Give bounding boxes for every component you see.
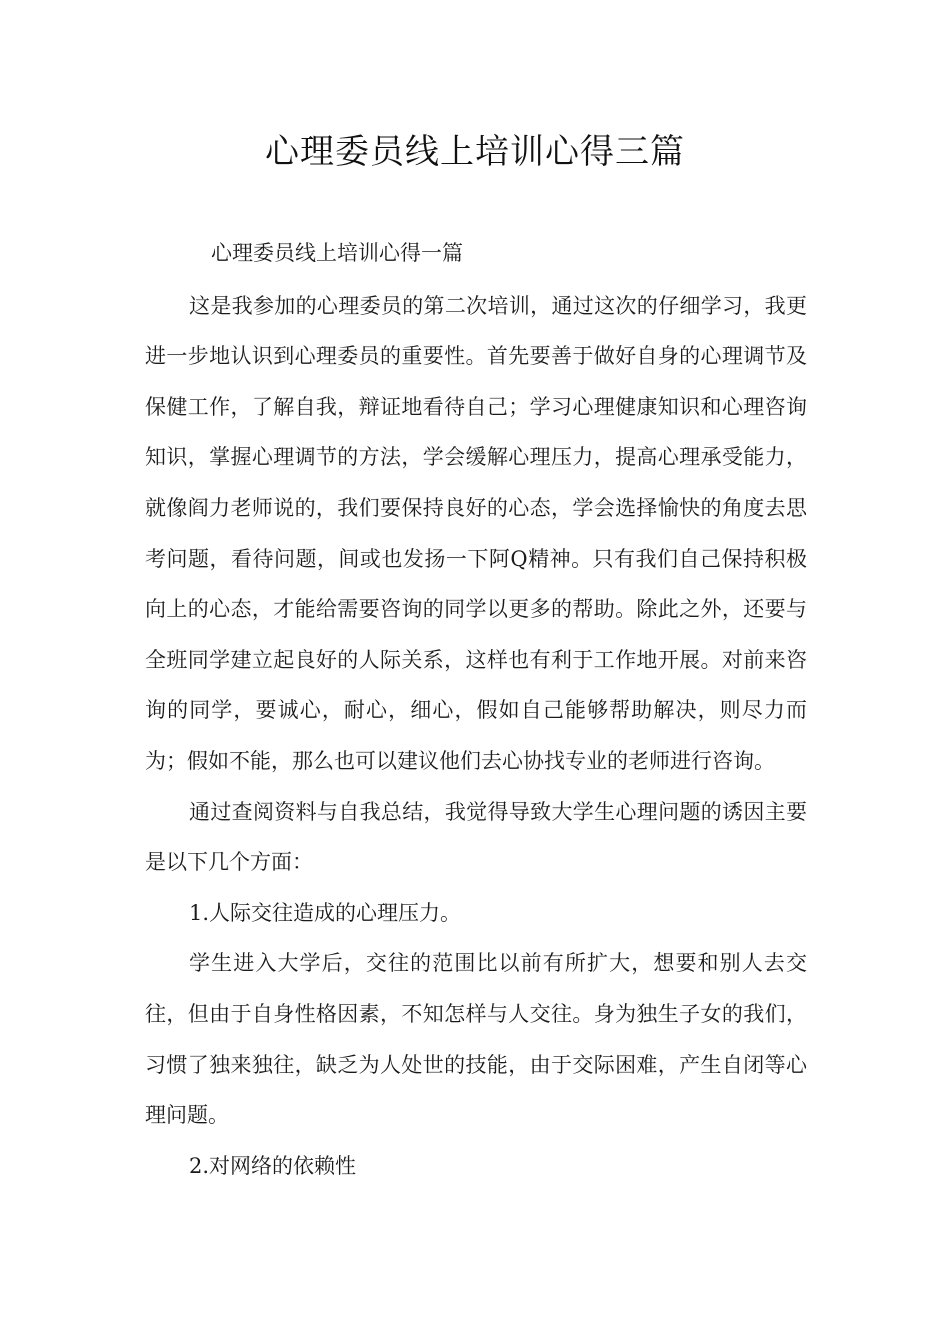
section-heading: 心理委员线上培训心得一篇 <box>211 241 463 265</box>
paragraph-causes-intro: 通过查阅资料与自我总结，我觉得导致大学生心理问题的诱因主要是以下几个方面： <box>145 799 807 875</box>
list-item-1: 1.人际交往造成的心理压力。 <box>189 900 462 925</box>
paragraph-intro: 这是我参加的心理委员的第二次培训，通过这次的仔细学习，我更进一步地认识到心理委员的重要性。首先要善于做好自身的心理调节及保健工作，了解自我，辩证地看待自己；学习心理健康知识和心理咨询知识，掌握心理调节的方法，学会缓解心理压力，提高心理承受能力，就像阎力老师说的，我们要保持良好的心态，学会选择愉快的角度去思考问题，看待问题，间或也发扬一下阿Q精神。只有我们自己保持积极向上的心态，才能给需要咨询的同学以更多的帮助。除此之外，还要与全班同学建立起良好的人际关系，这样也有利于工作地开展。对前来咨询的同学，要诚心，耐心，细心，假如自己能够帮助解决，则尽力而为；假如不能，那么也可以建议他们去心协找专业的老师进行咨询。 <box>145 293 807 773</box>
document-body <box>145 228 807 1191</box>
list-item-2: 2.对网络的依赖性 <box>189 1153 357 1178</box>
document-title: 心理委员线上培训心得三篇 <box>265 132 685 172</box>
paragraph-interpersonal: 学生进入大学后，交往的范围比以前有所扩大，想要和别人去交往，但由于自身性格因素，不知怎样与人交往。身为独生子女的我们，习惯了独来独往，缺乏为人处世的技能，由于交际困难，产生自闭等心理问题。 <box>145 951 807 1128</box>
